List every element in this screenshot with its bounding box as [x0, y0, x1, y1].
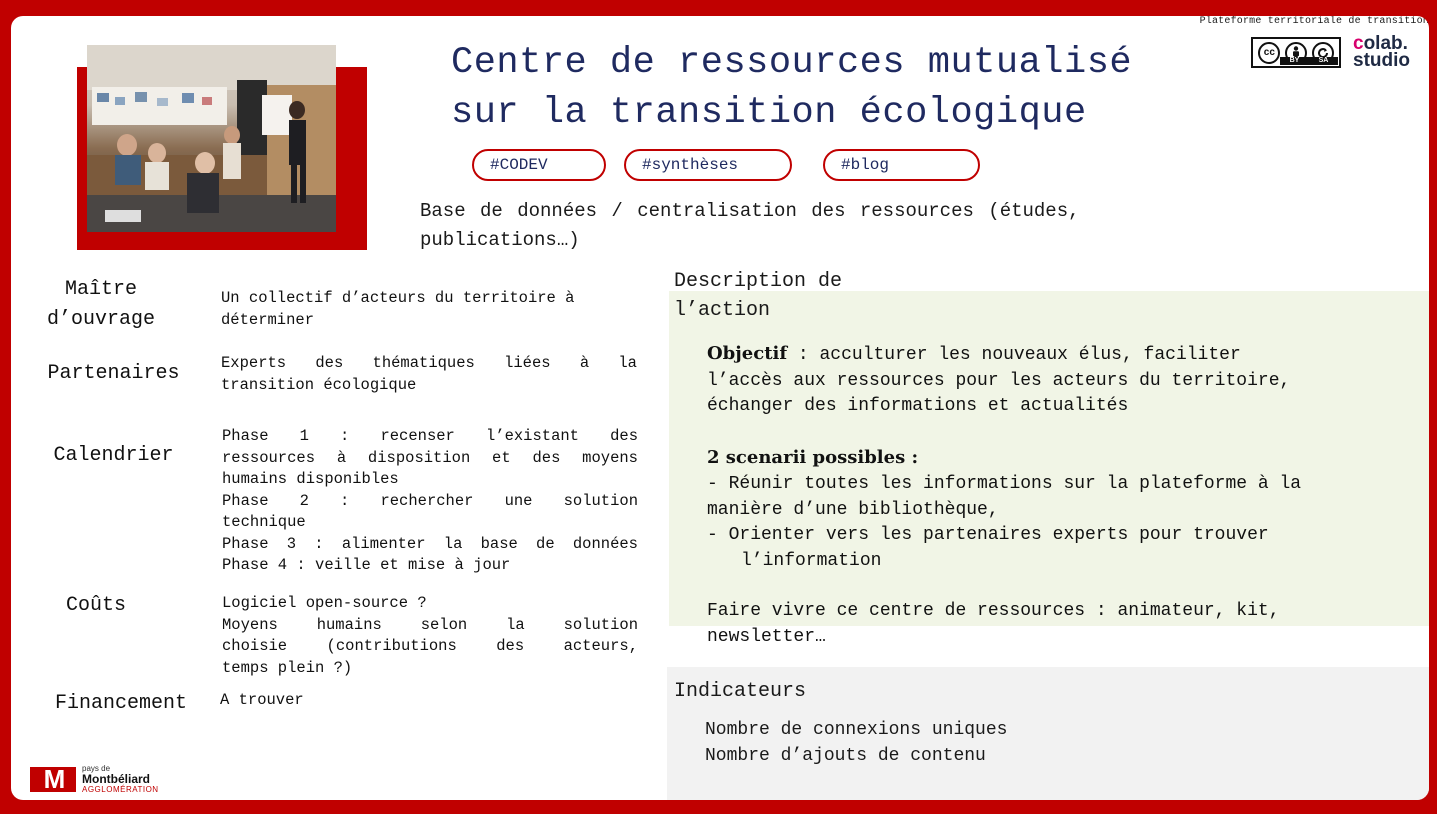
indicators-heading: Indicateurs [674, 680, 807, 703]
value-calendrier: Phase 1 : recenser l’existant des ressources à disposition et des moyens humains disponibles Phase 2 : rechercher une solution technique Phase 3 : alimenter la base de données Phase 4 : veille et mise à jour [222, 427, 638, 574]
value-financement: A trouver [220, 691, 304, 709]
meeting-photo [87, 45, 336, 232]
label-couts: Coûts [65, 594, 126, 617]
cc-by-sa-license-icon [1251, 37, 1341, 68]
by-sa-strip: BY SA [1280, 57, 1338, 65]
tag-syntheses[interactable]: #synthèses [624, 149, 792, 181]
indicators-list [705, 717, 1007, 769]
cc-icon: cc [1258, 42, 1280, 64]
description-heading: Description de l’action [674, 270, 843, 322]
description-body: Objectif : acculturer les nouveaux élus, faciliter l’accès aux ressources pour les acteurs du territoire, échanger des informations et actualités 2 scenarii possibles : - Réunir toutes les informations sur la plateforme à la manière d’une bibliothèque, - Orienter vers les partenaires experts pour trouver l’information Faire vivre ce centre de ressources : animateur, kit, newsletter… [707, 343, 1302, 647]
subtitle: Base de données / centralisation des ressources (études, publications…) [420, 200, 1080, 251]
platform-label: Plateforme territoriale de transition [1199, 16, 1429, 27]
value-couts: Logiciel open-source ? Moyens humains selon la solution choisie (contributions des acteurs, temps plein ?) [222, 594, 638, 677]
scenarii-label: 2 scenarii possibles : [707, 446, 919, 468]
list-item: Nombre d’ajouts de contenu [705, 746, 986, 766]
objectif-label: Objectif [707, 343, 788, 364]
label-maitre-ouvrage: Maître d’ouvrage [46, 278, 156, 331]
label-partenaires: Partenaires [47, 362, 180, 385]
value-maitre-ouvrage: Un collectif d’acteurs du territoire à déterminer [221, 289, 575, 329]
value-partenaires: Experts des thématiques liées à la transition écologique [221, 354, 637, 394]
colab-studio-logo: colab. studio [1353, 33, 1410, 71]
list-item: Nombre de connexions uniques [705, 720, 1008, 740]
page-title: Centre de ressources mutualisé sur la transition écologique [451, 42, 1133, 134]
label-financement: Financement [54, 692, 188, 715]
label-calendrier: Calendrier [53, 444, 174, 467]
montbeliard-logo: M pays de Montbéliard AGGLOMÉRATION [30, 764, 159, 794]
tag-codev[interactable]: #CODEV [472, 149, 606, 181]
tag-blog[interactable]: #blog [823, 149, 980, 181]
fiche-action-card [11, 16, 1429, 800]
